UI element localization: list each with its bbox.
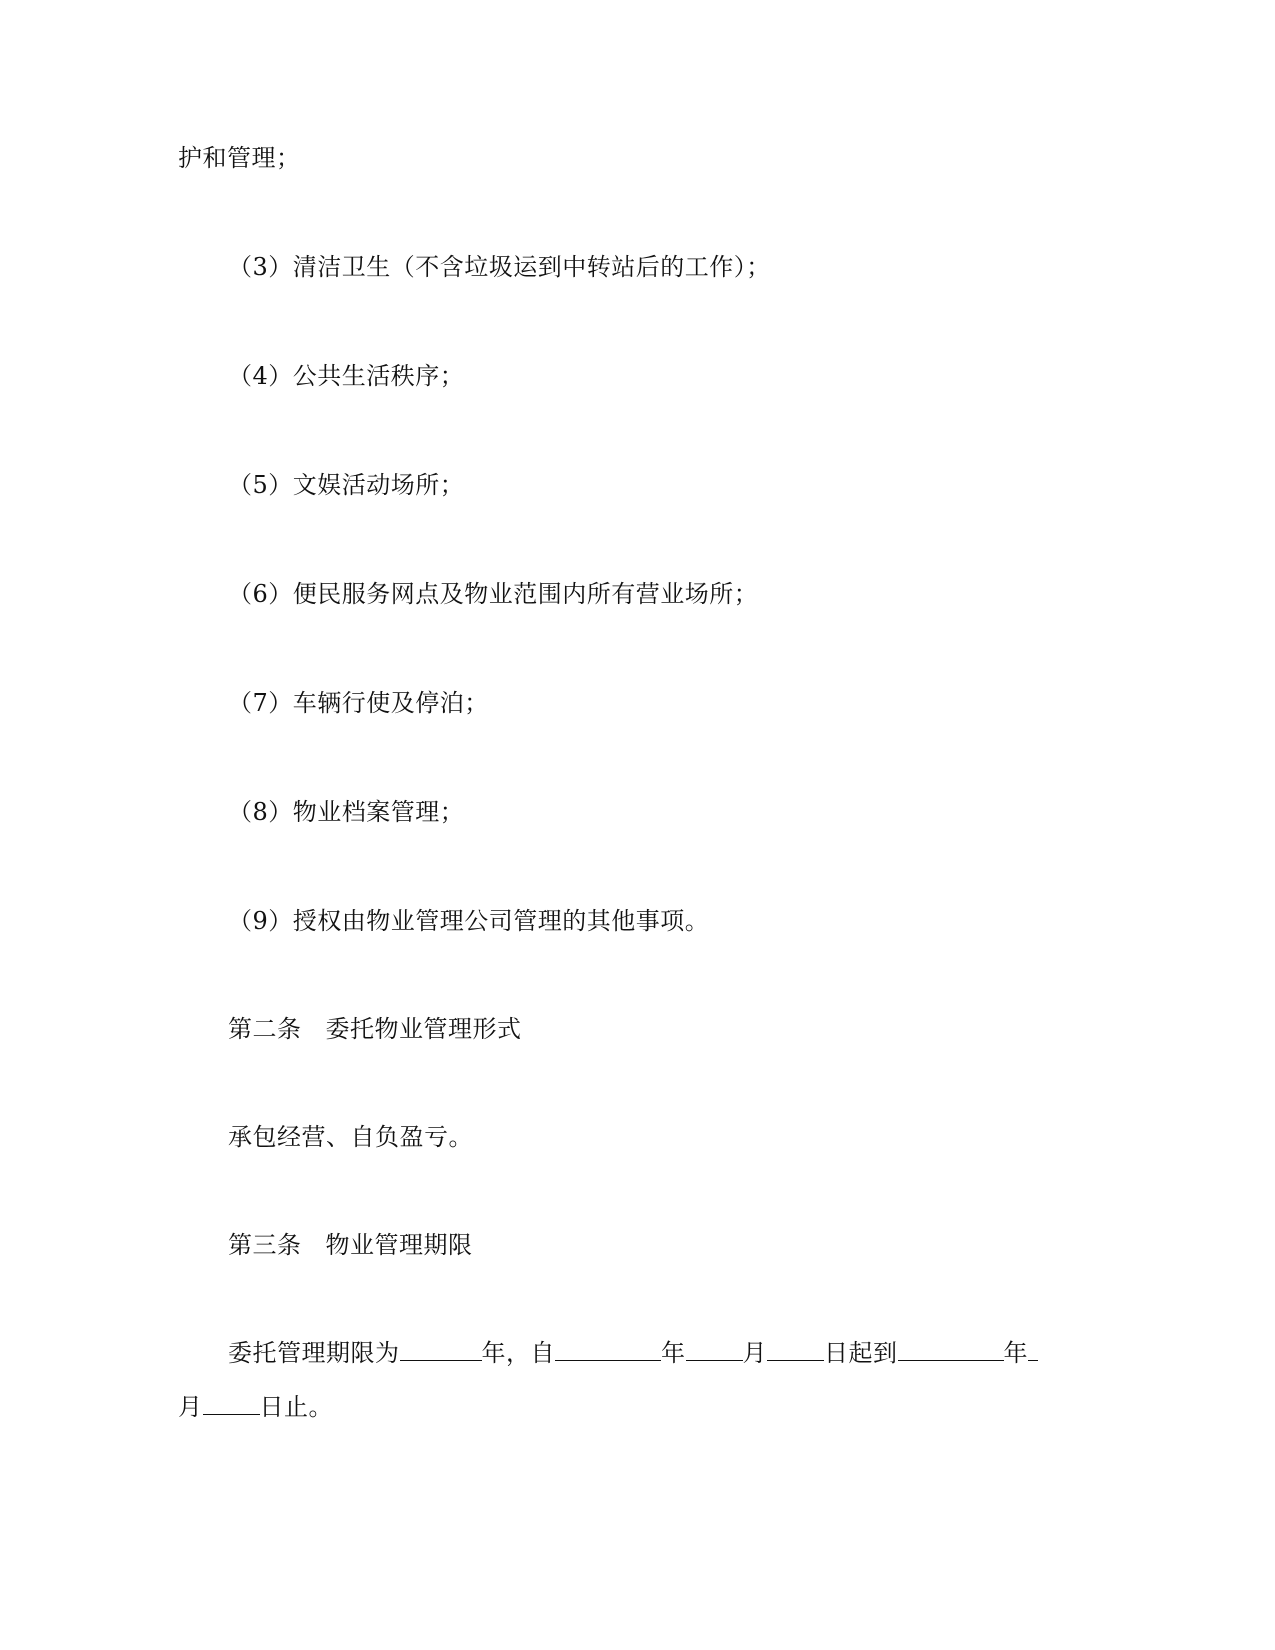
list-item-6: （6）便民服务网点及物业范围内所有营业场所； [228, 580, 759, 608]
term-day-end: 日止。 [259, 1393, 333, 1421]
list-item-8: （8）物业档案管理； [228, 798, 465, 826]
list-item-9: （9）授权由物业管理公司管理的其他事项。 [228, 907, 710, 935]
blank-end-year[interactable] [898, 1338, 1004, 1361]
article-2-title: 委托物业管理形式 [325, 1015, 522, 1043]
blank-start-day[interactable] [767, 1338, 824, 1361]
term-line-1 [228, 1338, 1038, 1368]
term-line-2 [178, 1392, 333, 1422]
list-item-5: （5）文娱活动场所； [228, 471, 465, 499]
term-day-from: 日起到 [824, 1339, 898, 1367]
list-item-7: （7）车辆行使及停泊； [228, 689, 489, 717]
paragraph-continuation: 护和管理； [178, 144, 301, 172]
term-month-2: 月 [178, 1393, 203, 1421]
article-2-body: 承包经营、自负盈亏。 [228, 1123, 473, 1151]
term-year-end: 年 [1003, 1339, 1028, 1367]
blank-start-month[interactable] [686, 1338, 743, 1361]
blank-end-day[interactable] [203, 1392, 260, 1415]
article-3-title: 物业管理期限 [325, 1231, 473, 1259]
article-3-number: 第三条 [228, 1231, 302, 1259]
blank-start-year[interactable] [555, 1338, 661, 1361]
list-item-3: （3）清洁卫生（不含垃圾运到中转站后的工作）； [228, 253, 771, 281]
list-item-4: （4）公共生活秩序； [228, 362, 465, 390]
term-year-word: 年，自 [481, 1339, 555, 1367]
term-prefix: 委托管理期限为 [228, 1339, 400, 1367]
blank-term-years[interactable] [400, 1338, 482, 1361]
term-month: 月 [742, 1339, 767, 1367]
term-year: 年 [661, 1339, 686, 1367]
article-2-number: 第二条 [228, 1015, 302, 1043]
article-3-heading [228, 1230, 473, 1260]
article-2-heading [228, 1014, 522, 1044]
blank-end-month-part[interactable] [1028, 1338, 1038, 1361]
